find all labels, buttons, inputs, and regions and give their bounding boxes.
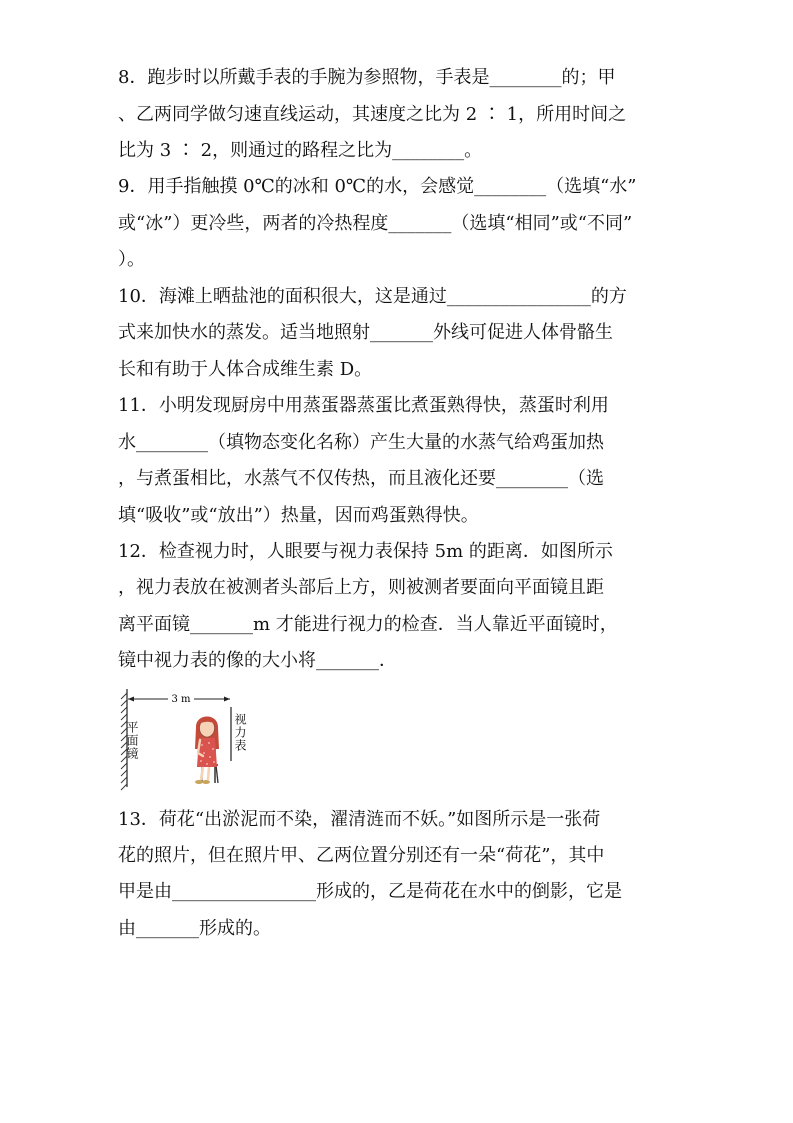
question-12-line-1: 12．检查视力时，人眼要与视力表保持 5m 的距离．如图所示 — [118, 541, 613, 562]
mirror-label: 平面镜 — [125, 721, 139, 760]
question-13-line-2: 花的照片，但在照片甲、乙两位置分别还有一朵“荷花”，其中 — [118, 845, 605, 866]
question-8-line-3: 比为 3 ∶ 2，则通过的路程之比为________。 — [118, 140, 483, 161]
question-9-line-3: ）。 — [118, 249, 145, 270]
question-12-line-3: 离平面镜_______m 才能进行视力的检查．当人靠近平面镜时， — [118, 614, 618, 635]
question-11-line-2: 水________（填物态变化名称）产生大量的水蒸气给鸡蛋加热 — [118, 432, 604, 453]
seated-girl-illustration — [195, 717, 219, 785]
question-10-line-3: 长和有助于人体合成维生素 D。 — [118, 359, 373, 380]
eye-chart-label: 视力表 — [233, 713, 247, 752]
question-13-line-4: 由_______形成的。 — [118, 918, 271, 939]
question-13-line-3: 甲是由________________形成的，乙是荷花在水中的倒影，它是 — [118, 881, 622, 902]
question-11-line-1: 11．小明发现厨房中用蒸蛋器蒸蛋比煮蛋熟得快，蒸蛋时利用 — [118, 395, 609, 416]
question-8-line-2: 、乙两同学做匀速直线运动，其速度之比为 2 ∶ 1，所用时间之 — [118, 104, 627, 125]
question-12-line-2: ，视力表放在被测者头部后上方，则被测者要面向平面镜且距 — [118, 577, 604, 598]
question-11-line-3: ，与煮蛋相比，水蒸气不仅传热，而且液化还要________（选 — [118, 468, 604, 489]
distance-label: 3 m — [171, 694, 191, 705]
question-12-line-4: 镜中视力表的像的大小将_______． — [118, 650, 397, 671]
question-10-line-1: 10．海滩上晒盐池的面积很大，这是通过________________的方 — [118, 286, 627, 307]
question-11-line-4: 填“吸收”或“放出”）热量，因而鸡蛋熟得快。 — [118, 505, 479, 526]
question-10-line-2: 式来加快水的蒸发。适当地照射_______外线可促进人体骨骼生 — [118, 322, 613, 343]
question-13-line-1: 13．荷花“出淤泥而不染，濯清涟而不妖。”如图所示是一张荷 — [118, 809, 601, 830]
question-8-line-1: 8．跑步时以所戴手表的手腕为参照物，手表是________的；甲 — [118, 67, 616, 88]
question-9-line-1: 9．用手指触摸 0℃的冰和 0℃的水，会感觉________（选填“水” — [118, 176, 637, 197]
eye-test-figure — [118, 683, 268, 793]
question-9-line-2: 或“冰”）更冷些，两者的冷热程度_______（选填“相同”或“不同” — [118, 213, 633, 234]
